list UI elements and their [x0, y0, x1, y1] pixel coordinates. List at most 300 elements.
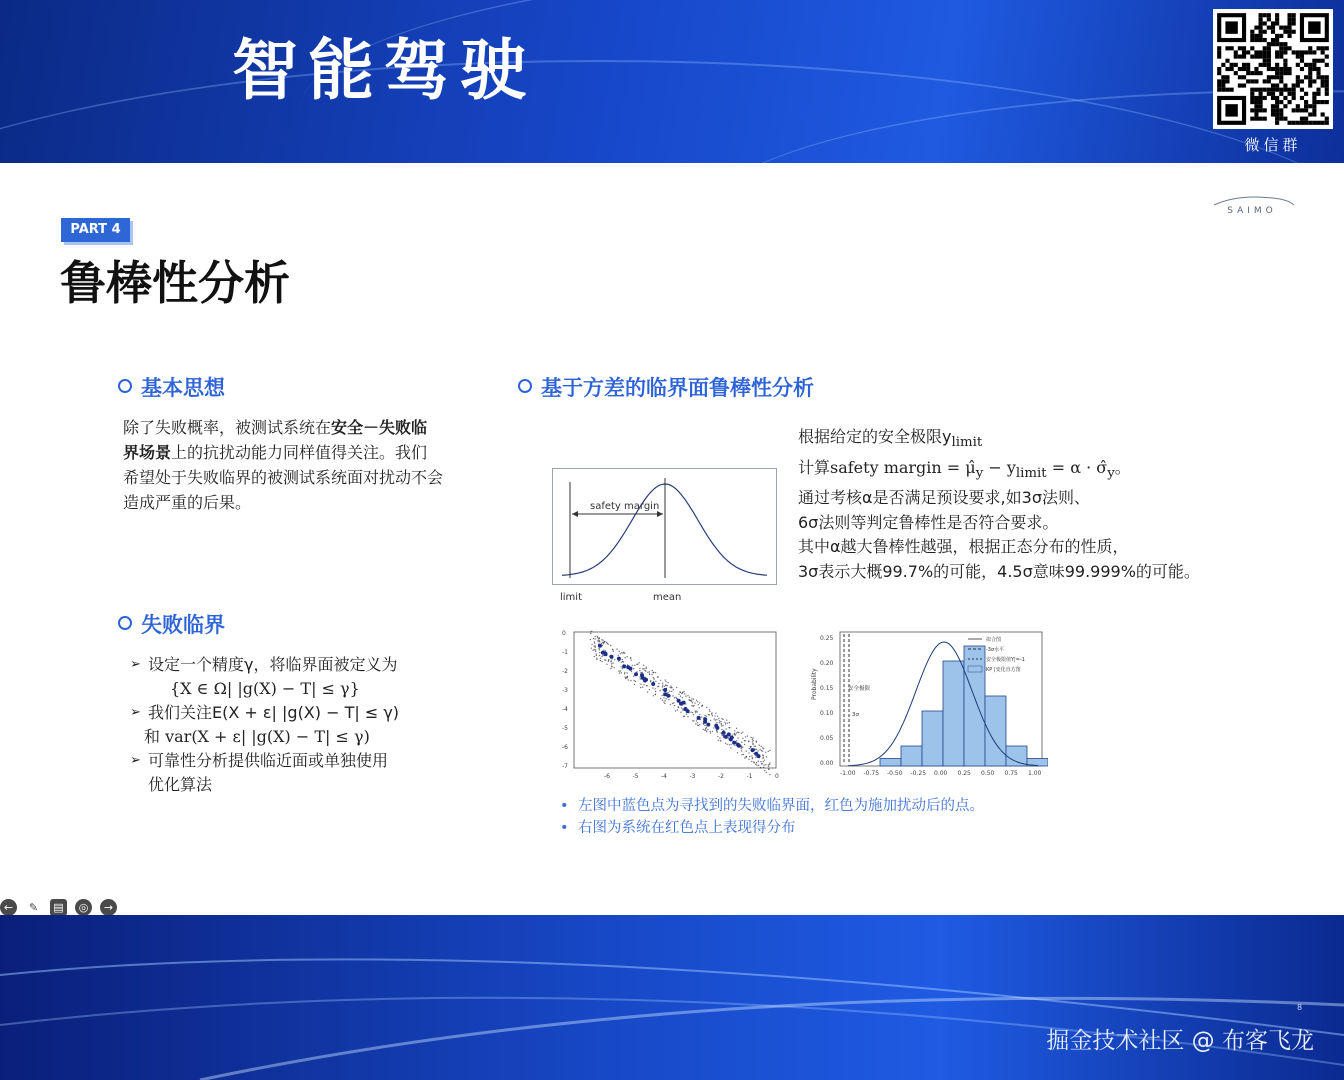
scatter-point — [691, 705, 692, 706]
scatter-point — [622, 661, 623, 662]
scatter-point — [597, 640, 598, 641]
scatter-point — [626, 677, 627, 678]
scatter-point — [673, 689, 674, 690]
scatter-point — [621, 662, 622, 663]
y-tick-label: -4 — [562, 706, 568, 713]
scatter-point — [619, 651, 620, 652]
scatter-point — [697, 701, 698, 702]
scatter-point — [750, 747, 751, 748]
scatter-point — [756, 762, 757, 763]
scatter-point — [768, 769, 769, 770]
app-title: 智能驾驶 — [232, 32, 536, 109]
scatter-point — [769, 750, 770, 751]
scatter-point — [706, 707, 707, 708]
scatter-point — [630, 658, 631, 659]
scatter-point — [725, 743, 726, 744]
scatter-point — [716, 719, 717, 720]
failure-point — [754, 752, 758, 756]
scatter-point — [747, 735, 748, 736]
scatter-point — [756, 749, 757, 750]
scatter-point — [693, 714, 694, 715]
histogram-bar — [943, 661, 964, 766]
x-tick-label: -3 — [689, 773, 696, 780]
x-tick-label: -1.00 — [840, 770, 856, 777]
scatter-point — [628, 679, 629, 680]
failure-point — [628, 667, 632, 671]
scatter-point — [633, 680, 634, 681]
failure-point — [703, 717, 707, 721]
scatter-point — [639, 668, 640, 669]
scatter-point — [730, 744, 731, 745]
arrow-bullet-icon: ➢ — [130, 657, 141, 672]
scatter-point — [640, 684, 641, 685]
scatter-point — [696, 700, 697, 701]
scatter-point — [608, 660, 609, 661]
scatter-point — [611, 665, 612, 666]
scatter-point — [756, 765, 757, 766]
histogram-figure — [808, 630, 1048, 780]
qr-code — [1213, 9, 1333, 129]
scatter-point — [717, 716, 718, 717]
scatter-point — [675, 710, 676, 711]
scatter-point — [755, 746, 756, 747]
arrow-bullet-icon: ➢ — [130, 705, 141, 720]
scatter-point — [716, 722, 717, 723]
scatter-point — [687, 716, 688, 717]
scatter-point — [599, 641, 600, 642]
failure-point — [663, 692, 667, 696]
pen-icon[interactable]: ✎ — [28, 901, 39, 914]
scatter-point — [657, 676, 658, 677]
scatter-point — [614, 659, 615, 660]
x-tick-label: -4 — [661, 773, 667, 780]
scatter-point — [725, 723, 726, 724]
scatter-point — [655, 688, 656, 689]
scatter-point — [761, 750, 762, 751]
scatter-point — [595, 649, 596, 650]
scatter-point — [684, 693, 685, 694]
scatter-point — [663, 697, 664, 698]
scatter-point — [632, 665, 633, 666]
scatter-point — [766, 756, 767, 757]
svg-text:-3σ水平: -3σ水平 — [986, 647, 1005, 653]
scatter-point — [758, 761, 759, 762]
section-heading-basic: 基本思想 — [118, 375, 225, 401]
variance-paragraph — [798, 425, 1238, 584]
scatter-point — [768, 766, 769, 767]
scatter-point — [705, 728, 706, 729]
scatter-point — [715, 719, 716, 720]
svg-text:拟合图: 拟合图 — [986, 637, 1002, 643]
scatter-point — [621, 672, 622, 673]
scatter-point — [669, 691, 670, 692]
scatter-point — [701, 716, 702, 717]
scatter-point — [729, 744, 730, 745]
scatter-point — [765, 752, 766, 753]
scatter-point — [622, 668, 623, 669]
failure-point — [737, 744, 741, 748]
scatter-point — [718, 740, 719, 741]
scatter-point — [639, 662, 640, 663]
scatter-point — [640, 678, 641, 679]
scatter-point — [760, 761, 761, 762]
formula-line: 和 var(X + ε| |g(X) − T| ≤ γ) — [144, 727, 370, 746]
failure-point — [617, 657, 621, 661]
scatter-point — [668, 699, 669, 700]
scatter-point — [599, 649, 600, 650]
scatter-point — [692, 702, 693, 703]
scatter-point — [658, 683, 659, 684]
scatter-point — [710, 732, 711, 733]
page-title: 鲁棒性分析 — [60, 256, 290, 310]
scatter-point — [754, 746, 755, 747]
scatter-point — [768, 764, 769, 765]
scatter-point — [753, 740, 754, 741]
scatter-point — [634, 684, 635, 685]
scatter-point — [600, 658, 601, 659]
scatter-point — [591, 644, 592, 645]
scatter-point — [693, 698, 694, 699]
scatter-point — [721, 725, 722, 726]
scatter-point — [590, 639, 591, 640]
scatter-point — [618, 655, 619, 656]
caption-line: • 左图中蓝色点为寻找到的失败临界面，红色为施加扰动后的点。 — [560, 795, 984, 817]
scatter-point — [594, 641, 595, 642]
dot-bullet-icon: • — [560, 820, 569, 836]
scatter-point — [683, 716, 684, 717]
prev-arrow-icon[interactable]: ← — [0, 899, 17, 916]
section-heading-variance: 基于方差的临界面鲁棒性分析 — [518, 375, 814, 401]
scatter-point — [748, 752, 749, 753]
scatter-point — [665, 698, 666, 699]
failure-point — [634, 672, 638, 676]
scatter-point — [619, 672, 620, 673]
scatter-point — [647, 672, 648, 673]
text-line: 3σ表示大概99.7%的可能，4.5σ意味99.999%的可能。 — [798, 561, 1200, 581]
scatter-point — [614, 667, 615, 668]
scatter-point — [698, 704, 699, 705]
scatter-point — [610, 668, 611, 669]
y-tick-label: 0.10 — [820, 710, 834, 717]
figure-captions — [560, 795, 984, 839]
scatter-point — [652, 672, 653, 673]
scatter-point — [768, 751, 769, 752]
scatter-point — [625, 677, 626, 678]
scatter-point — [722, 719, 723, 720]
scatter-point — [603, 650, 604, 651]
scatter-point — [662, 686, 663, 687]
failure-point — [679, 702, 683, 706]
x-tick-label: 0.50 — [981, 770, 995, 777]
failure-point — [598, 644, 602, 648]
scatter-point — [742, 732, 743, 733]
scatter-point — [752, 744, 753, 745]
scatter-point — [726, 720, 727, 721]
scatter-point — [719, 722, 720, 723]
scatter-point — [646, 667, 647, 668]
scatter-point — [594, 649, 595, 650]
menu-icon[interactable]: ▤ — [50, 899, 67, 916]
scatter-point — [649, 671, 650, 672]
scatter-point — [670, 686, 671, 687]
scatter-point — [675, 697, 676, 698]
scatter-point — [699, 702, 700, 703]
scatter-point — [688, 699, 689, 700]
scatter-point — [624, 657, 625, 658]
y-tick-label: 0.25 — [820, 635, 834, 642]
scatter-point — [761, 746, 762, 747]
scatter-point — [734, 730, 735, 731]
scatter-point — [736, 728, 737, 729]
footer-banner — [0, 915, 1344, 1080]
histogram-bar — [880, 759, 901, 767]
scatter-point — [682, 692, 683, 693]
page-number: 8 — [1297, 1003, 1303, 1012]
scatter-point — [596, 658, 597, 659]
scatter-point — [601, 643, 602, 644]
scatter-point — [671, 687, 672, 688]
scatter-point — [749, 748, 750, 749]
scatter-point — [760, 767, 761, 768]
scatter-point — [687, 695, 688, 696]
header-banner — [0, 0, 1344, 163]
scatter-point — [598, 641, 599, 642]
scatter-point — [680, 712, 681, 713]
scatter-point — [611, 663, 612, 664]
scatter-point — [662, 700, 663, 701]
failure-point — [663, 688, 667, 692]
y-tick-label: -6 — [562, 744, 568, 751]
scatter-point — [616, 648, 617, 649]
scatter-point — [650, 681, 651, 682]
scatter-point — [599, 640, 600, 641]
scatter-point — [636, 664, 637, 665]
svg-text:KP |变化直方图: KP |变化直方图 — [986, 667, 1021, 673]
scatter-point — [762, 763, 763, 764]
scatter-point — [600, 660, 601, 661]
scatter-point — [751, 761, 752, 762]
scatter-point — [697, 725, 698, 726]
zoom-icon[interactable]: ◎ — [75, 899, 92, 916]
scatter-point — [727, 744, 728, 745]
scatter-point — [682, 709, 683, 710]
scatter-point — [645, 668, 646, 669]
y-tick-label: 0.20 — [820, 660, 834, 667]
scatter-point — [685, 696, 686, 697]
scatter-point — [706, 716, 707, 717]
scatter-point — [630, 680, 631, 681]
scatter-point — [748, 741, 749, 742]
scatter-point — [710, 720, 711, 721]
scatter-point — [730, 747, 731, 748]
scatter-point — [676, 698, 677, 699]
scatter-point — [734, 733, 735, 734]
scatter-point — [594, 643, 595, 644]
scatter-point — [665, 700, 666, 701]
scatter-point — [624, 673, 625, 674]
scatter-point — [626, 656, 627, 657]
scatter-point — [734, 745, 735, 746]
failure-point — [697, 716, 701, 720]
scatter-point — [651, 674, 652, 675]
scatter-point — [672, 695, 673, 696]
scatter-point — [722, 725, 723, 726]
scatter-point — [762, 754, 763, 755]
scatter-point — [744, 757, 745, 758]
scatter-point — [598, 648, 599, 649]
scatter-point — [676, 687, 677, 688]
x-tick-label: 0.25 — [957, 770, 971, 777]
scatter-point — [607, 643, 608, 644]
scatter-point — [729, 727, 730, 728]
scatter-point — [699, 724, 700, 725]
scatter-point — [661, 695, 662, 696]
x-tick-label: 0 — [775, 773, 779, 780]
scatter-point — [663, 701, 664, 702]
section-heading-failure: 失败临界 — [118, 612, 225, 638]
limit-label: limit — [560, 592, 582, 603]
scatter-point — [601, 639, 602, 640]
scatter-point — [748, 759, 749, 760]
scatter-point — [690, 712, 691, 713]
scatter-point — [674, 697, 675, 698]
scatter-point — [721, 729, 722, 730]
scatter-point — [601, 656, 602, 657]
scatter-point — [665, 679, 666, 680]
scatter-point — [728, 738, 729, 739]
scatter-point — [729, 722, 730, 723]
scatter-point — [634, 665, 635, 666]
scatter-point — [762, 758, 763, 759]
x-tick-label: -2 — [718, 773, 724, 780]
scatter-point — [704, 725, 705, 726]
scatter-point — [621, 666, 622, 667]
y-tick-label: 0.00 — [820, 760, 834, 767]
scatter-point — [736, 732, 737, 733]
scatter-point — [749, 756, 750, 757]
scatter-point — [720, 723, 721, 724]
failure-point — [729, 737, 733, 741]
scatter-point — [726, 728, 727, 729]
scatter-point — [653, 677, 654, 678]
y-tick-label: 0.15 — [820, 685, 834, 692]
scatter-point — [743, 754, 744, 755]
watermark: 掘金技术社区 @ 布客飞龙 — [1046, 1028, 1314, 1054]
scatter-point — [716, 730, 717, 731]
bell-curve-figure — [552, 468, 778, 604]
scatter-point — [727, 723, 728, 724]
scatter-point — [658, 686, 659, 687]
scatter-point — [745, 736, 746, 737]
scatter-point — [763, 761, 764, 762]
scatter-point — [752, 739, 753, 740]
basic-idea-paragraph: 除了失败概率，被测试系统在安全－失败临界场景上的抗扰动能力同样值得关注。我们希望处于失败临界的被测试系统面对扰动不会造成严重的后果。 — [123, 418, 444, 512]
formula-line: {X ∈ Ω| |g(X) − T| ≤ γ} — [170, 679, 360, 698]
scatter-point — [695, 711, 696, 712]
scatter-point — [640, 687, 641, 688]
scatter-figure — [560, 628, 786, 780]
scatter-point — [593, 646, 594, 647]
failure-point — [684, 707, 688, 711]
scatter-point — [709, 731, 710, 732]
scatter-point — [745, 740, 746, 741]
scatter-point — [623, 652, 624, 653]
scatter-point — [610, 645, 611, 646]
scatter-point — [670, 704, 671, 705]
scatter-point — [593, 638, 594, 639]
scatter-point — [759, 749, 760, 750]
scatter-point — [709, 711, 710, 712]
scatter-point — [712, 715, 713, 716]
scatter-point — [691, 701, 692, 702]
scatter-point — [735, 734, 736, 735]
scatter-point — [742, 746, 743, 747]
scatter-point — [665, 681, 666, 682]
scatter-point — [718, 718, 719, 719]
scatter-point — [693, 706, 694, 707]
scatter-point — [720, 721, 721, 722]
next-arrow-icon[interactable]: → — [100, 899, 117, 916]
scatter-point — [604, 659, 605, 660]
scatter-point — [671, 691, 672, 692]
scatter-point — [597, 636, 598, 637]
scatter-point — [598, 638, 599, 639]
y-tick-label: -7 — [562, 763, 568, 770]
scatter-point — [693, 720, 694, 721]
histogram-bar — [1006, 746, 1027, 766]
scatter-point — [608, 659, 609, 660]
scatter-point — [717, 732, 718, 733]
caption-line: • 右图为系统在红色点上表现得分布 — [560, 817, 984, 839]
scatter-point — [596, 659, 597, 660]
scatter-point — [769, 764, 770, 765]
scatter-point — [737, 752, 738, 753]
part-tag: PART 4 — [61, 218, 130, 242]
histogram-bar — [901, 746, 922, 766]
scatter-point — [599, 655, 600, 656]
scatter-point — [618, 670, 619, 671]
scatter-point — [670, 687, 671, 688]
scatter-point — [691, 698, 692, 699]
scatter-point — [660, 680, 661, 681]
scatter-point — [655, 681, 656, 682]
failure-point — [706, 723, 710, 727]
failure-point — [715, 726, 719, 730]
scatter-point — [741, 742, 742, 743]
scatter-point — [631, 659, 632, 660]
safety-margin-label: safety margin — [590, 501, 660, 512]
scatter-point — [610, 661, 611, 662]
scatter-point — [620, 670, 621, 671]
hist-ylabel: Probability — [811, 668, 818, 700]
y-tick-label: 0 — [562, 630, 566, 637]
scatter-point — [755, 764, 756, 765]
scatter-point — [709, 709, 710, 710]
scatter-point — [678, 706, 679, 707]
scatter-point — [715, 713, 716, 714]
scatter-point — [647, 691, 648, 692]
x-tick-label: -5 — [632, 773, 639, 780]
slideshow-toolbar — [0, 896, 125, 916]
scatter-point — [711, 712, 712, 713]
hist-ann-limit: 安全极限 — [848, 686, 871, 692]
scatter-point — [752, 757, 753, 758]
scatter-point — [653, 695, 654, 696]
failure-point — [644, 678, 648, 682]
scatter-point — [591, 631, 592, 632]
scatter-point — [639, 670, 640, 671]
scatter-point — [664, 686, 665, 687]
